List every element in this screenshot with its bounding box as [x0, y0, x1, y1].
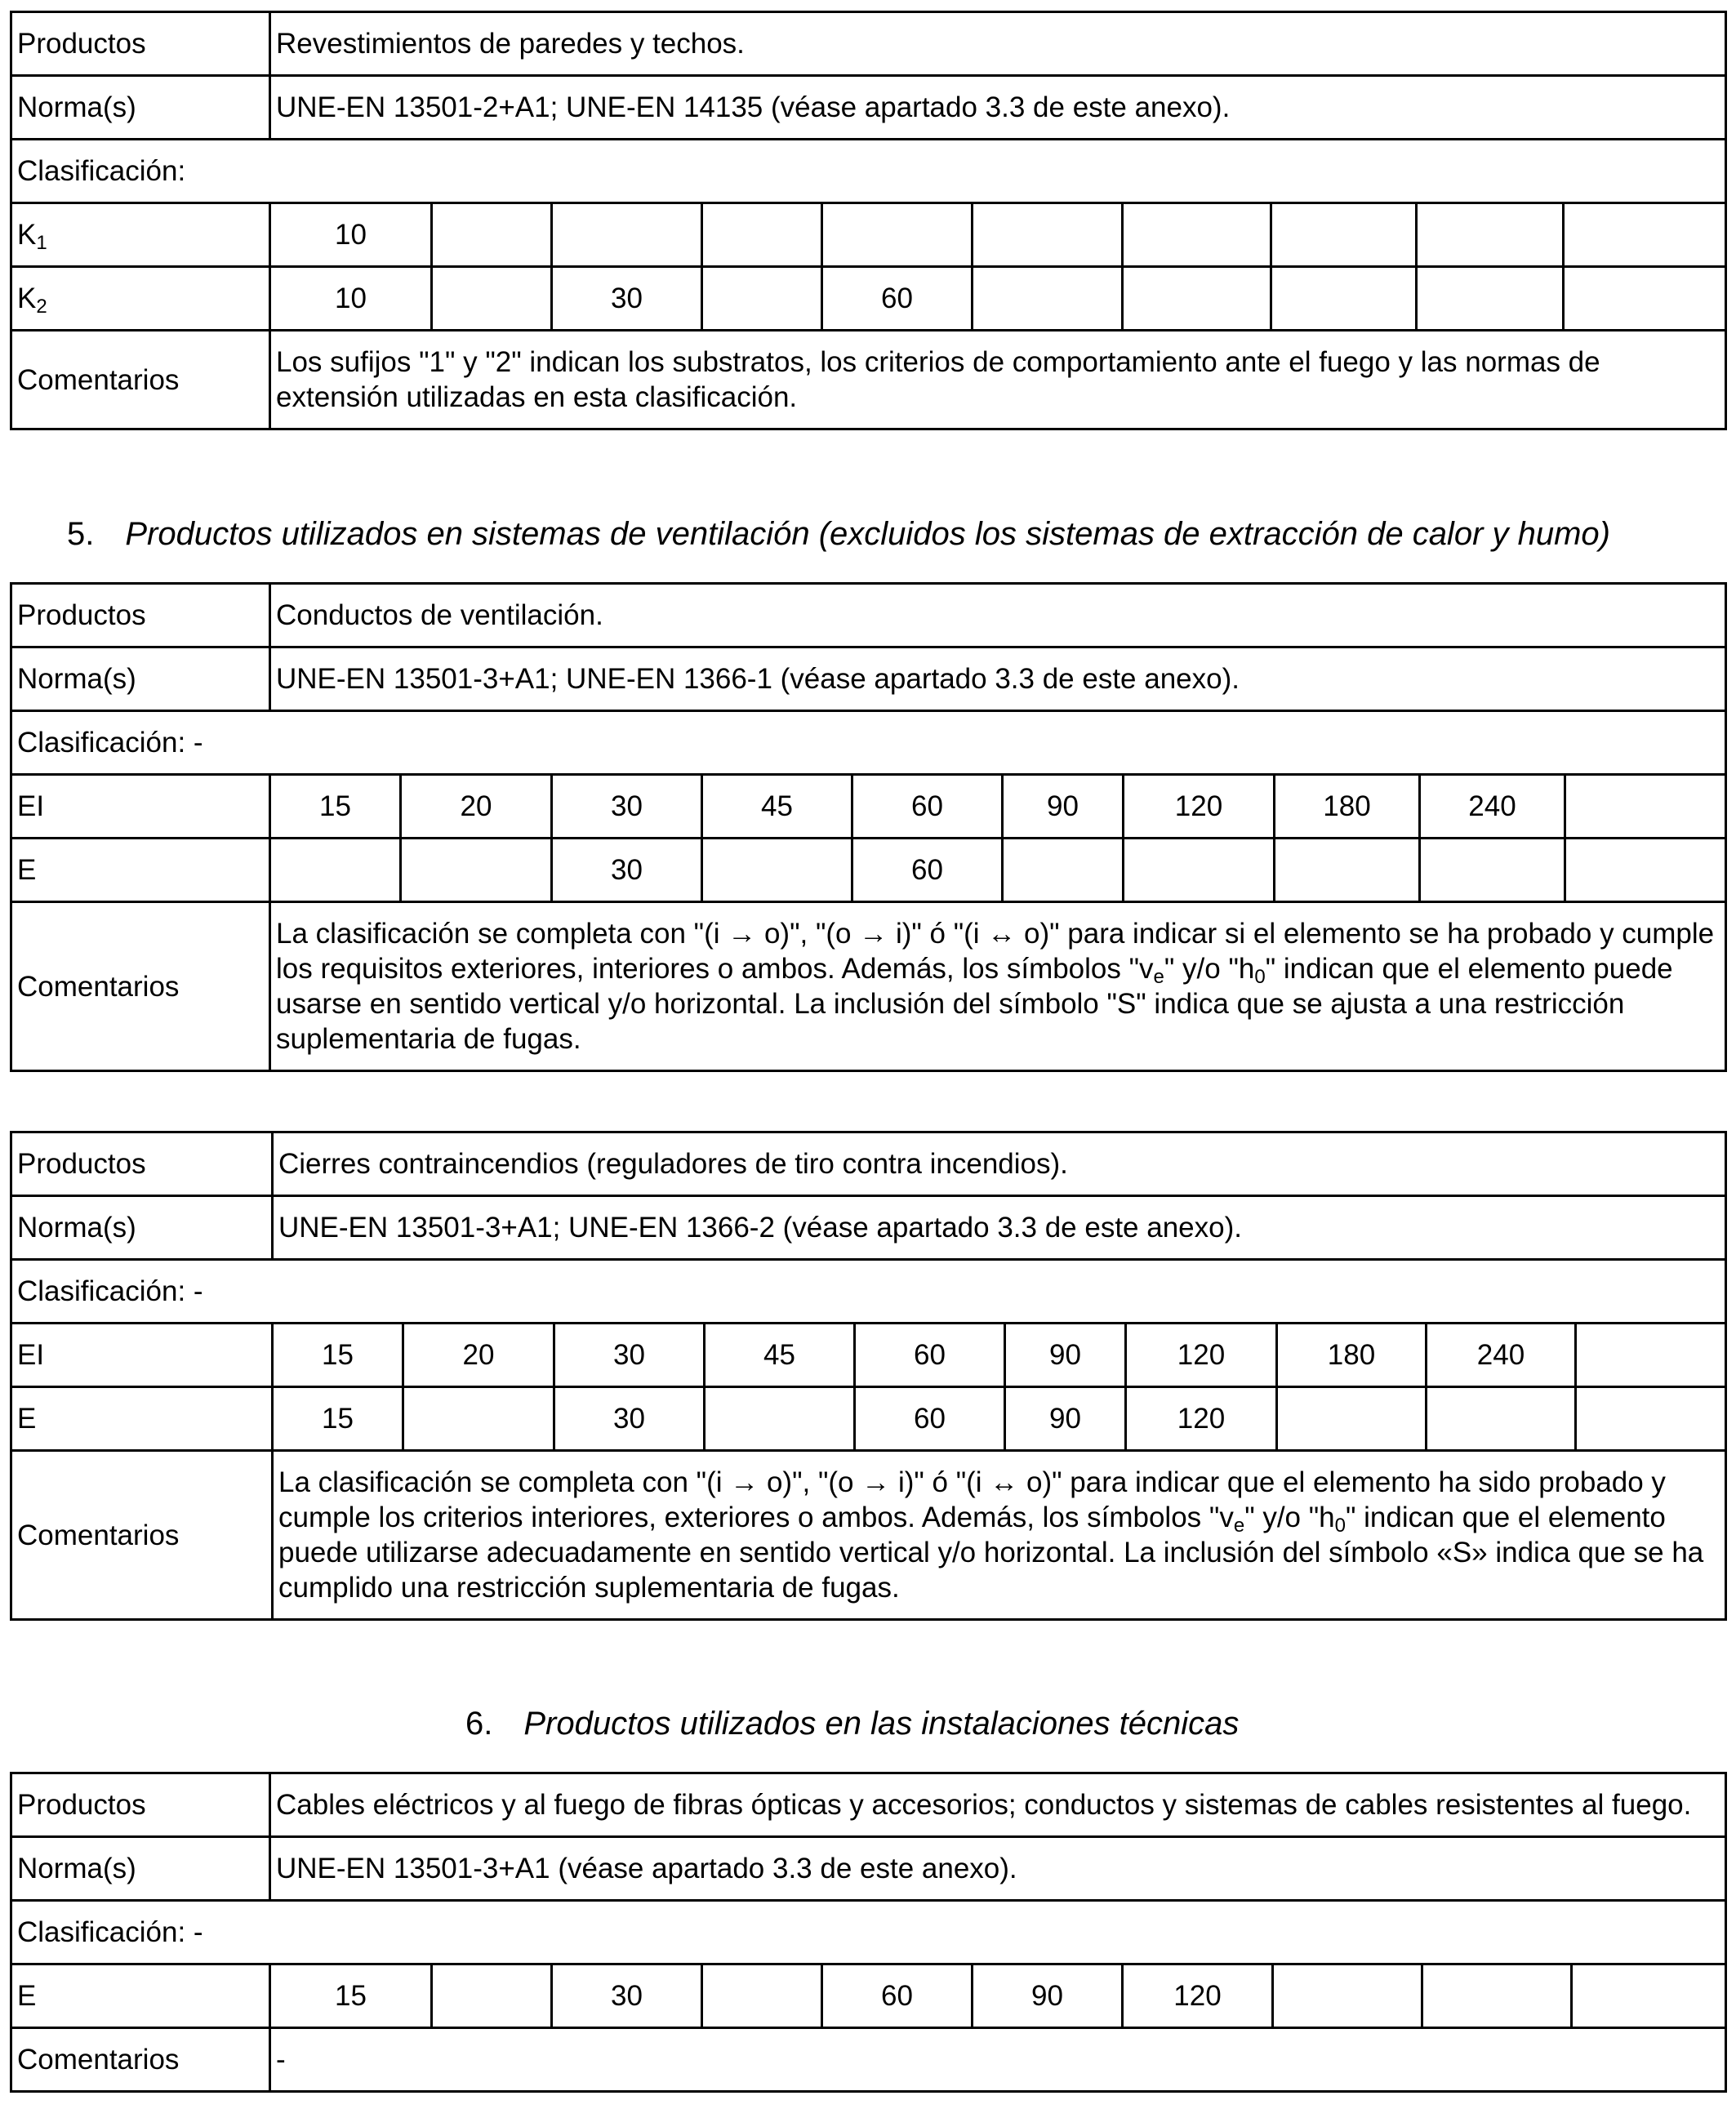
- value-cell: 120: [1126, 1324, 1277, 1387]
- value-cell: [401, 839, 552, 902]
- value-cell: [973, 267, 1123, 331]
- value-cell: [1572, 1964, 1726, 2028]
- table-conductos-ventilacion: [10, 582, 1727, 1072]
- clasificacion-label: Clasificación: -: [11, 1260, 1726, 1324]
- section-heading-5: [67, 514, 1610, 554]
- productos-label: Productos: [11, 12, 270, 76]
- value-cell: [702, 203, 822, 267]
- value-cell: [1123, 267, 1271, 331]
- value-cell: [1564, 203, 1726, 267]
- productos-label: Productos: [11, 1773, 270, 1837]
- table-instalaciones-tecnicas: [10, 1772, 1727, 2093]
- productos-value: Revestimientos de paredes y techos.: [270, 12, 1726, 76]
- productos-value: Conductos de ventilación.: [270, 584, 1726, 647]
- norma-value: UNE-EN 13501-3+A1 (véase apartado 3.3 de este anexo).: [270, 1837, 1726, 1901]
- value-cell: [403, 1387, 554, 1451]
- clasificacion-label: Clasificación:: [11, 140, 1726, 203]
- row-label: E: [11, 1964, 270, 2028]
- classification-row: [11, 775, 1726, 839]
- value-cell: [702, 839, 852, 902]
- comentarios-label: Comentarios: [11, 2028, 270, 2092]
- norma-label: Norma(s): [11, 1837, 270, 1901]
- value-cell: 15: [270, 775, 401, 839]
- classification-row: [11, 839, 1726, 902]
- value-cell: [1271, 203, 1417, 267]
- value-cell: 10: [270, 267, 432, 331]
- section-title: Productos utilizados en las instalaciones técnicas: [523, 1706, 1240, 1742]
- value-cell: [1275, 839, 1420, 902]
- value-cell: [1417, 203, 1564, 267]
- productos-value: Cables eléctricos y al fuego de fibras ópticas y accesorios; conductos y sistemas de cables resistentes al fuego.: [270, 1773, 1726, 1837]
- comentarios-label: Comentarios: [11, 331, 270, 429]
- comentarios-label: Comentarios: [11, 902, 270, 1071]
- classification-row: [11, 1964, 1726, 2028]
- value-cell: [432, 203, 552, 267]
- value-cell: 30: [552, 839, 702, 902]
- comentarios-value: -: [270, 2028, 1726, 2092]
- value-cell: 15: [273, 1324, 403, 1387]
- section-title: Productos utilizados en sistemas de ventilación (excluidos los sistemas de extracción de calor y humo): [125, 516, 1610, 552]
- productos-value: Cierres contraincendios (reguladores de tiro contra incendios).: [273, 1132, 1726, 1196]
- value-cell: 60: [822, 267, 973, 331]
- comentarios-value: La clasificación se completa con "(i → o)", "(o → i)" ó "(i ↔ o)" para indicar si el elemento se ha probado y cumple los requisitos exteriores, interiores o ambos. Además, los símbolos "$v_e$" y/o "$h_0$" indican que el elemento puede usarse en sentido vertical y/o horizontal. La inclusión del símbolo "S" indica que se ajusta a una restricción suplementaria de fugas.: [270, 902, 1726, 1071]
- table-revestimientos: [10, 11, 1727, 430]
- value-cell: [1427, 1387, 1576, 1451]
- value-cell: 120: [1126, 1387, 1277, 1451]
- value-cell: 30: [554, 1324, 705, 1387]
- norma-value: UNE-EN 13501-3+A1; UNE-EN 1366-1 (véase apartado 3.3 de este anexo).: [270, 647, 1726, 711]
- comentarios-label: Comentarios: [11, 1451, 273, 1620]
- row-label: $K_2$: [11, 267, 270, 331]
- value-cell: 30: [554, 1387, 705, 1451]
- value-cell: 90: [1003, 775, 1124, 839]
- value-cell: 240: [1427, 1324, 1576, 1387]
- value-cell: [270, 839, 401, 902]
- classification-row: [11, 267, 1726, 331]
- value-cell: 240: [1420, 775, 1565, 839]
- value-cell: [552, 203, 702, 267]
- value-cell: 180: [1277, 1324, 1427, 1387]
- value-cell: [702, 267, 822, 331]
- comentarios-value: Los sufijos "1" y "2" indican los substratos, los criterios de comportamiento ante el fuego y las normas de extensión utilizadas en esta clasificación.: [270, 331, 1726, 429]
- value-cell: [1417, 267, 1564, 331]
- value-cell: [1422, 1964, 1572, 2028]
- value-cell: 90: [1005, 1324, 1126, 1387]
- norma-label: Norma(s): [11, 1196, 273, 1260]
- value-cell: [1277, 1387, 1427, 1451]
- classification-row: [11, 1387, 1726, 1451]
- value-cell: [1564, 267, 1726, 331]
- row-label: EI: [11, 775, 270, 839]
- value-cell: [1273, 1964, 1422, 2028]
- row-label: E: [11, 1387, 273, 1451]
- value-cell: 20: [401, 775, 552, 839]
- value-cell: 60: [852, 775, 1003, 839]
- value-cell: 45: [705, 1324, 855, 1387]
- value-cell: [702, 1964, 822, 2028]
- value-cell: [1123, 203, 1271, 267]
- value-cell: 60: [855, 1387, 1005, 1451]
- comentarios-value: La clasificación se completa con "(i → o)", "(o → i)" ó "(i ↔ o)" para indicar que el elemento ha sido probado y cumple los criterios interiores, exteriores o ambos. Además, los símbolos "$v_e$" y/o "$h_0$" indican que el elemento puede utilizarse adecuadamente en sentido vertical y/o horizontal. La inclusión del símbolo «S» indica que se ha cumplido una restricción suplementaria de fugas.: [273, 1451, 1726, 1620]
- productos-label: Productos: [11, 1132, 273, 1196]
- value-cell: 30: [552, 775, 702, 839]
- value-cell: [432, 1964, 552, 2028]
- value-cell: [1565, 839, 1726, 902]
- productos-label: Productos: [11, 584, 270, 647]
- value-cell: [1124, 839, 1275, 902]
- value-cell: 90: [973, 1964, 1123, 2028]
- classification-row: [11, 203, 1726, 267]
- value-cell: 30: [552, 267, 702, 331]
- value-cell: [1271, 267, 1417, 331]
- value-cell: 15: [270, 1964, 432, 2028]
- value-cell: [1420, 839, 1565, 902]
- value-cell: 15: [273, 1387, 403, 1451]
- value-cell: 120: [1123, 1964, 1273, 2028]
- value-cell: 120: [1124, 775, 1275, 839]
- table-cierres-contraincendios: [10, 1131, 1727, 1621]
- norma-value: UNE-EN 13501-2+A1; UNE-EN 14135 (véase apartado 3.3 de este anexo).: [270, 76, 1726, 140]
- value-cell: 90: [1005, 1387, 1126, 1451]
- value-cell: 45: [702, 775, 852, 839]
- value-cell: 10: [270, 203, 432, 267]
- section-heading-6: [465, 1704, 1239, 1743]
- value-cell: [1565, 775, 1726, 839]
- section-number: 5.: [67, 516, 95, 552]
- row-label: EI: [11, 1324, 273, 1387]
- value-cell: 60: [822, 1964, 973, 2028]
- norma-label: Norma(s): [11, 647, 270, 711]
- value-cell: [973, 203, 1123, 267]
- row-label: $K_1$: [11, 203, 270, 267]
- value-cell: 60: [852, 839, 1003, 902]
- value-cell: [1576, 1387, 1726, 1451]
- value-cell: [432, 267, 552, 331]
- norma-label: Norma(s): [11, 76, 270, 140]
- value-cell: 20: [403, 1324, 554, 1387]
- norma-value: UNE-EN 13501-3+A1; UNE-EN 1366-2 (véase apartado 3.3 de este anexo).: [273, 1196, 1726, 1260]
- value-cell: [822, 203, 973, 267]
- value-cell: 30: [552, 1964, 702, 2028]
- clasificacion-label: Clasificación: -: [11, 711, 1726, 775]
- value-cell: [705, 1387, 855, 1451]
- row-label: E: [11, 839, 270, 902]
- classification-row: [11, 1324, 1726, 1387]
- value-cell: [1576, 1324, 1726, 1387]
- section-number: 6.: [465, 1706, 493, 1742]
- value-cell: 180: [1275, 775, 1420, 839]
- value-cell: [1003, 839, 1124, 902]
- value-cell: 60: [855, 1324, 1005, 1387]
- clasificacion-label: Clasificación: -: [11, 1901, 1726, 1964]
